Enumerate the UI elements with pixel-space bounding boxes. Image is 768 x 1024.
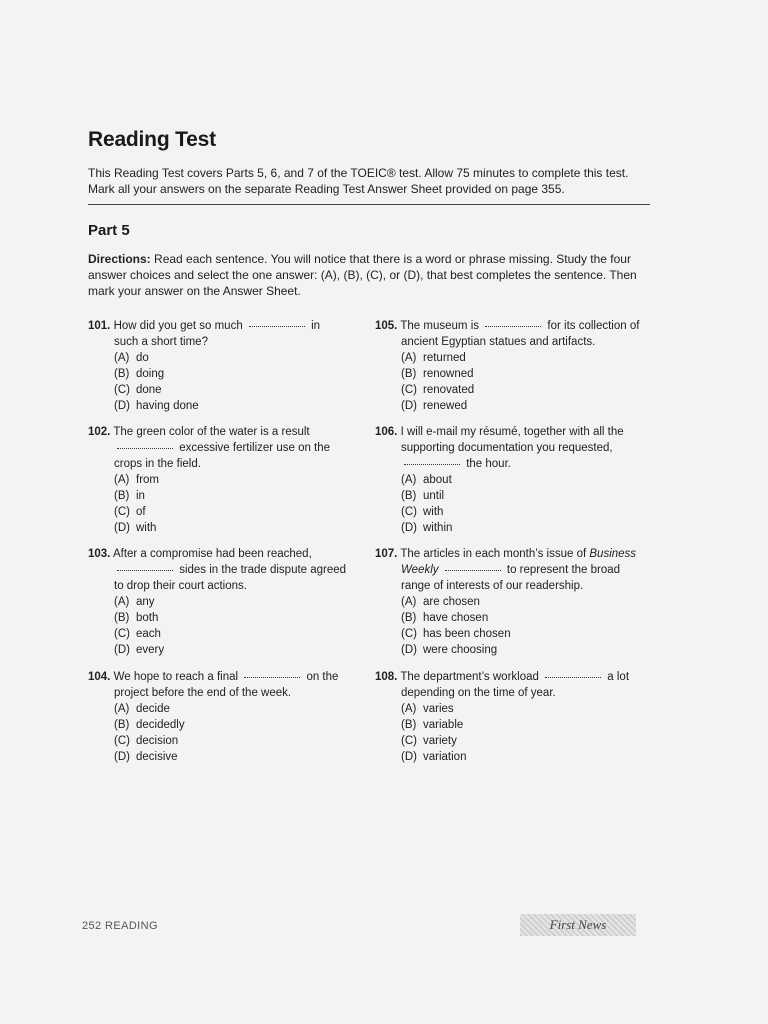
question-stem-line	[375, 685, 645, 701]
answer-option	[88, 610, 358, 626]
answer-option	[375, 472, 645, 488]
question-stem-line	[88, 669, 358, 685]
answer-blank	[545, 676, 601, 678]
option-letter: (B)	[114, 490, 130, 502]
directions-paragraph	[88, 251, 648, 299]
option-letter: (C)	[401, 628, 417, 640]
question-item	[375, 318, 645, 414]
answer-option	[88, 749, 358, 765]
question-text: Weekly	[401, 564, 439, 576]
question-stem-line	[375, 334, 645, 350]
option-text: every	[136, 644, 165, 656]
option-letter: (B)	[401, 490, 417, 502]
option-text: doing	[136, 368, 165, 380]
option-letter: (C)	[114, 384, 130, 396]
option-text: renovated	[423, 384, 475, 396]
section-divider	[88, 204, 650, 205]
option-letter: (D)	[401, 400, 417, 412]
answer-option	[88, 350, 358, 366]
option-letter: (D)	[401, 522, 417, 534]
answer-option	[88, 701, 358, 717]
question-number: 102.	[88, 426, 111, 438]
option-text: each	[136, 628, 161, 640]
answer-blank	[404, 463, 460, 465]
option-text: variable	[423, 719, 464, 731]
intro-paragraph	[88, 165, 668, 197]
part-heading: Part 5	[88, 222, 130, 239]
question-item	[375, 546, 645, 658]
option-text: in	[136, 490, 145, 502]
option-letter: (C)	[401, 506, 417, 518]
question-number: 106.	[375, 426, 398, 438]
answer-option	[88, 626, 358, 642]
question-text: such a short time?	[114, 336, 208, 348]
option-text: until	[423, 490, 445, 502]
option-letter: (A)	[114, 596, 130, 608]
question-text: The articles in each month’s issue of	[400, 548, 590, 560]
directions-line	[88, 251, 648, 267]
answer-option	[88, 642, 358, 658]
answer-option	[375, 520, 645, 536]
option-text: done	[136, 384, 162, 396]
option-text: with	[136, 522, 157, 534]
question-text: I will e-mail my résumé, together with all the	[400, 426, 624, 438]
option-text: has been chosen	[423, 628, 511, 640]
answer-option	[375, 488, 645, 504]
answer-option	[375, 642, 645, 658]
option-text: about	[423, 474, 452, 486]
directions-label: Directions:	[88, 252, 151, 266]
option-text: decision	[136, 735, 179, 747]
option-letter: (D)	[401, 751, 417, 763]
option-letter: (B)	[401, 719, 417, 731]
option-letter: (C)	[401, 735, 417, 747]
option-text: decisive	[136, 751, 178, 763]
answer-option	[88, 520, 358, 536]
option-letter: (C)	[401, 384, 417, 396]
question-item	[88, 318, 358, 414]
question-text: The green color of the water is a result	[113, 426, 310, 438]
question-stem-line	[88, 578, 358, 594]
option-text: variety	[423, 735, 457, 747]
question-number: 107.	[375, 548, 398, 560]
question-text: a lot	[604, 671, 630, 683]
question-stem-line	[375, 424, 645, 440]
answer-option	[88, 504, 358, 520]
option-letter: (A)	[114, 703, 130, 715]
answer-option	[375, 594, 645, 610]
answer-option	[88, 717, 358, 733]
question-stem-line	[88, 318, 358, 334]
question-item	[375, 424, 645, 536]
question-stem-line	[88, 546, 358, 562]
question-stem-line	[88, 440, 358, 456]
option-text: do	[136, 352, 149, 364]
question-text: to drop their court actions.	[114, 580, 247, 592]
option-letter: (D)	[114, 400, 130, 412]
answer-option	[88, 594, 358, 610]
question-text: to represent the broad	[503, 564, 621, 576]
option-text: renowned	[423, 368, 474, 380]
option-text: within	[423, 522, 453, 534]
publisher-logo	[520, 914, 636, 936]
question-stem-line	[375, 562, 645, 578]
question-text: We hope to reach a final	[113, 671, 242, 683]
question-stem-line	[88, 562, 358, 578]
option-letter: (B)	[114, 368, 130, 380]
question-text: ancient Egyptian statues and artifacts.	[401, 336, 596, 348]
question-text: project before the end of the week.	[114, 687, 292, 699]
answer-option	[375, 504, 645, 520]
question-stem-line	[375, 578, 645, 594]
option-letter: (D)	[401, 644, 417, 656]
question-item	[88, 669, 358, 765]
option-letter: (B)	[114, 719, 130, 731]
answer-option	[375, 398, 645, 414]
question-number: 103.	[88, 548, 111, 560]
option-text: varies	[423, 703, 454, 715]
option-text: returned	[423, 352, 466, 364]
answer-option	[375, 382, 645, 398]
answer-option	[88, 472, 358, 488]
option-text: decidedly	[136, 719, 185, 731]
question-text: The museum is	[400, 320, 483, 332]
option-letter: (B)	[114, 612, 130, 624]
option-letter: (B)	[401, 368, 417, 380]
answer-blank	[117, 569, 173, 571]
option-letter: (D)	[114, 751, 130, 763]
option-text: any	[136, 596, 155, 608]
question-stem-line	[88, 334, 358, 350]
question-text: Business	[589, 548, 637, 560]
question-text: supporting documentation you requested,	[401, 442, 613, 454]
question-text	[439, 564, 442, 576]
option-text: are chosen	[423, 596, 480, 608]
option-text: from	[136, 474, 159, 486]
question-stem-line	[375, 318, 645, 334]
answer-option	[375, 366, 645, 382]
answer-option	[375, 626, 645, 642]
option-text: both	[136, 612, 159, 624]
question-stem-line	[375, 546, 645, 562]
question-text: in	[307, 320, 321, 332]
question-text: The department’s workload	[400, 671, 543, 683]
option-letter: (C)	[114, 628, 130, 640]
answer-blank	[244, 676, 300, 678]
answer-option	[88, 366, 358, 382]
answer-option	[88, 398, 358, 414]
answer-option	[375, 749, 645, 765]
option-letter: (C)	[114, 735, 130, 747]
option-letter: (A)	[401, 352, 417, 364]
question-text: excessive fertilizer use on the	[176, 442, 331, 454]
option-text: have chosen	[423, 612, 489, 624]
question-item	[88, 546, 358, 658]
option-text: variation	[423, 751, 467, 763]
answer-blank	[485, 325, 541, 327]
answer-option	[375, 733, 645, 749]
option-letter: (C)	[114, 506, 130, 518]
question-text: How did you get so much	[113, 320, 246, 332]
question-number: 108.	[375, 671, 398, 683]
answer-blank	[445, 569, 501, 571]
answer-blank	[117, 447, 173, 449]
option-letter: (A)	[401, 596, 417, 608]
question-text: the hour.	[463, 458, 511, 470]
question-number: 101.	[88, 320, 111, 332]
option-letter: (D)	[114, 522, 130, 534]
answer-blank	[249, 325, 305, 327]
option-text: decide	[136, 703, 170, 715]
answer-option	[88, 488, 358, 504]
intro-line: Mark all your answers on the separate Reading Test Answer Sheet provided on page 355.	[88, 182, 565, 196]
directions-text: Read each sentence. You will notice that there is a word or phrase missing. Study the four	[154, 252, 631, 266]
answer-option	[375, 350, 645, 366]
option-letter: (A)	[401, 474, 417, 486]
option-letter: (A)	[114, 352, 130, 364]
question-text: on the	[303, 671, 339, 683]
question-text: sides in the trade dispute agreed	[176, 564, 347, 576]
question-item	[88, 424, 358, 536]
question-text: for its collection of	[544, 320, 640, 332]
question-stem-line	[88, 456, 358, 472]
directions-line: mark your answer on the Answer Sheet.	[88, 284, 301, 298]
option-letter: (A)	[114, 474, 130, 486]
question-stem-line	[88, 685, 358, 701]
page-footer-label: 252 READING	[82, 920, 158, 932]
option-letter: (D)	[114, 644, 130, 656]
question-text: crops in the field.	[114, 458, 201, 470]
answer-option	[375, 701, 645, 717]
question-number: 104.	[88, 671, 111, 683]
question-stem-line	[88, 424, 358, 440]
answer-option	[88, 382, 358, 398]
question-text: depending on the time of year.	[401, 687, 556, 699]
logo-text: First News	[549, 917, 607, 932]
option-text: renewed	[423, 400, 468, 412]
page-title: Reading Test	[88, 128, 216, 151]
option-text: were choosing	[423, 644, 498, 656]
question-text: After a compromise had been reached,	[112, 548, 312, 560]
answer-option	[375, 717, 645, 733]
option-letter: (B)	[401, 612, 417, 624]
question-item	[375, 669, 645, 765]
directions-line: answer choices and select the one answer: (A), (B), (C), or (D), that best completes the sentence. Then	[88, 268, 637, 282]
question-text: range of interests of our readership.	[401, 580, 584, 592]
option-text: of	[136, 506, 146, 518]
question-stem-line	[375, 440, 645, 456]
intro-line: This Reading Test covers Parts 5, 6, and 7 of the TOEIC® test. Allow 75 minutes to complete this test.	[88, 166, 629, 180]
option-letter: (A)	[401, 703, 417, 715]
option-text: having done	[136, 400, 199, 412]
question-stem-line	[375, 456, 645, 472]
question-number: 105.	[375, 320, 398, 332]
option-text: with	[423, 506, 444, 518]
answer-option	[375, 610, 645, 626]
question-stem-line	[375, 669, 645, 685]
answer-option	[88, 733, 358, 749]
